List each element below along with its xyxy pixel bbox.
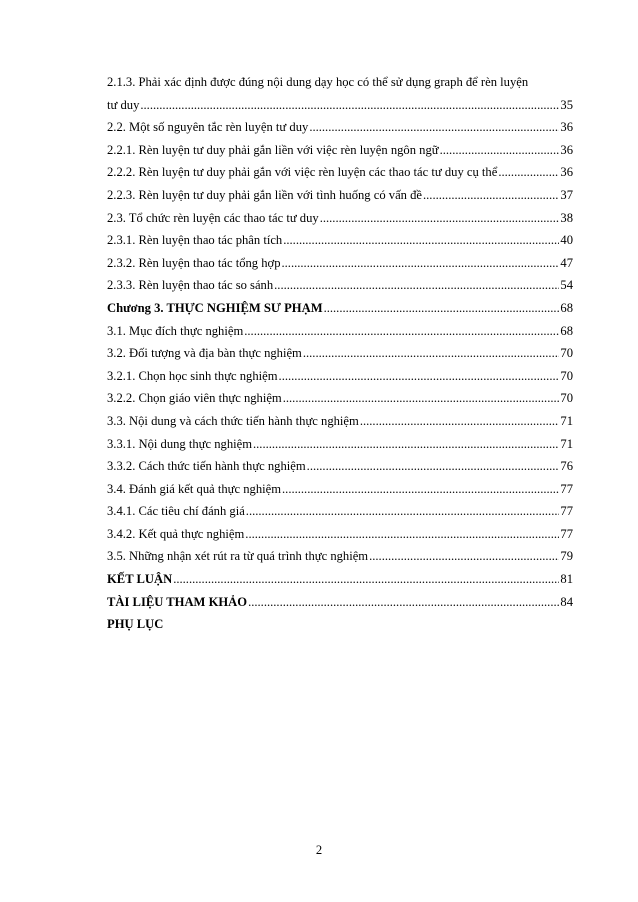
toc-entry-label: 3.4.2. Kết quả thực nghiệm [107, 526, 245, 541]
toc-entry-label: 2.2.2. Rèn luyện tư duy phải gắn với việc rèn luyện các thao tác tư duy cụ thể [107, 165, 498, 180]
toc-entry-label: 2.3.1. Rèn luyện thao tác phân tích [107, 233, 283, 248]
toc-entry-page: 38 [560, 210, 573, 225]
toc-entry-page: 70 [560, 346, 573, 361]
toc-entry-label: tư duy [107, 97, 140, 112]
toc-dot-leader [309, 120, 559, 135]
toc-entry [107, 180, 573, 203]
toc-entry-label: 2.2. Một số nguyên tắc rèn luyện tư duy [107, 120, 309, 135]
toc-entry-page: 84 [560, 594, 573, 609]
toc-entry-page: 77 [560, 504, 573, 519]
toc-dot-leader [140, 98, 559, 113]
toc-entry [107, 429, 573, 452]
toc-dot-leader [282, 482, 559, 497]
toc-entry [107, 158, 573, 181]
toc-dot-leader [244, 324, 559, 339]
toc-entry-page: 68 [560, 323, 573, 338]
toc-dot-leader [253, 437, 559, 452]
toc-entry-label: 2.1.3. Phải xác định được đúng nội dung dạy học có thể sử dụng graph để rèn luyện [107, 75, 529, 89]
toc-dot-leader [423, 188, 559, 203]
toc-entry-wrapped-heading [107, 68, 573, 90]
toc-entry-label: 2.2.3. Rèn luyện tư duy phải gắn liền với tình huống có vấn đề [107, 187, 422, 202]
toc-entry [107, 339, 573, 362]
toc-entry-page: 54 [560, 278, 573, 293]
toc-entry-label: 3.5. Những nhận xét rút ra từ quá trình thực nghiệm [107, 549, 369, 564]
page-number: 2 [315, 843, 323, 857]
toc-dot-leader [282, 256, 560, 271]
toc-dot-leader [274, 278, 559, 293]
toc-dot-leader [279, 369, 560, 384]
toc-entry-page: 77 [560, 526, 573, 541]
toc-dot-leader [246, 504, 560, 519]
toc-entry [107, 226, 573, 249]
toc-entry-page: 68 [560, 300, 573, 315]
toc-dot-leader [440, 143, 560, 158]
toc-entry-page: 81 [560, 572, 573, 587]
toc-entry-page: 70 [560, 391, 573, 406]
toc-entry-label: Chương 3. THỰC NGHIỆM SƯ PHẠM [107, 300, 323, 315]
toc-entry-label: 2.2.1. Rèn luyện tư duy phải gắn liền với việc rèn luyện ngôn ngữ [107, 142, 439, 157]
toc-entry-page: 36 [560, 120, 573, 135]
toc-entry [107, 293, 573, 316]
toc-entry [107, 248, 573, 271]
toc-dot-leader [307, 459, 560, 474]
toc-entry-label: 3.2.2. Chọn giáo viên thực nghiệm [107, 391, 282, 406]
toc-entry [107, 519, 573, 542]
toc-entry [107, 406, 573, 429]
toc-entry-appendix [107, 610, 573, 633]
toc-entry-page: 71 [560, 436, 573, 451]
toc-entries [107, 90, 573, 610]
toc-entry-page: 47 [560, 255, 573, 270]
toc-dot-leader [324, 301, 560, 316]
toc-dot-leader [369, 549, 559, 564]
toc-entry-label: TÀI LIỆU THAM KHẢO [107, 594, 248, 609]
toc-entry [107, 452, 573, 475]
toc-entry-page: 35 [560, 97, 573, 112]
toc-entry-page: 77 [560, 481, 573, 496]
toc-entry-page: 36 [560, 165, 573, 180]
toc-entry [107, 587, 573, 610]
toc-entry [107, 271, 573, 294]
toc-entry-label: 2.3.3. Rèn luyện thao tác so sánh [107, 278, 274, 293]
toc-entry-label: 2.3.2. Rèn luyện thao tác tổng hợp [107, 255, 281, 270]
toc-dot-leader [360, 414, 560, 429]
toc-entry [107, 113, 573, 136]
toc-entry-label: 3.4.1. Các tiêu chí đánh giá [107, 504, 245, 519]
toc-dot-leader [283, 391, 560, 406]
toc-entry [107, 316, 573, 339]
toc-entry-label: 3.3.1. Nội dung thực nghiệm [107, 436, 252, 451]
toc-dot-leader [498, 165, 559, 180]
toc-dot-leader [320, 211, 560, 226]
toc-entry [107, 361, 573, 384]
toc-entry-page: 76 [560, 459, 573, 474]
toc-entry-page: 79 [560, 549, 573, 564]
toc-entry [107, 384, 573, 407]
table-of-contents [107, 68, 573, 632]
toc-dot-leader [283, 233, 559, 248]
toc-dot-leader [245, 527, 559, 542]
toc-entry-label: 3.4. Đánh giá kết quả thực nghiệm [107, 481, 282, 496]
toc-entry [107, 90, 573, 113]
toc-entry-label: 2.3. Tổ chức rèn luyện các thao tác tư duy [107, 210, 319, 225]
toc-entry [107, 135, 573, 158]
toc-entry [107, 542, 573, 565]
toc-entry-label: PHỤ LỤC [107, 617, 164, 632]
toc-entry-page: 37 [560, 187, 573, 202]
toc-entry-label: 3.3.2. Cách thức tiến hành thực nghiệm [107, 459, 306, 474]
toc-entry [107, 474, 573, 497]
toc-entry [107, 564, 573, 587]
toc-entry [107, 497, 573, 520]
toc-entry-page: 36 [560, 142, 573, 157]
toc-entry-label: 3.1. Mục đích thực nghiệm [107, 323, 244, 338]
toc-dot-leader [248, 595, 559, 610]
toc-dot-leader [173, 572, 559, 587]
toc-entry-page: 40 [560, 233, 573, 248]
toc-entry-page: 71 [560, 413, 573, 428]
toc-entry-label: KẾT LUẬN [107, 572, 173, 587]
toc-entry-label: 3.2. Đối tượng và địa bàn thực nghiệm [107, 346, 302, 361]
toc-dot-leader [303, 346, 560, 361]
toc-entry-page: 70 [560, 368, 573, 383]
toc-entry-label: 3.3. Nội dung và cách thức tiến hành thực nghiệm [107, 413, 359, 428]
toc-entry-label: 3.2.1. Chọn học sinh thực nghiệm [107, 368, 278, 383]
toc-entry [107, 203, 573, 226]
